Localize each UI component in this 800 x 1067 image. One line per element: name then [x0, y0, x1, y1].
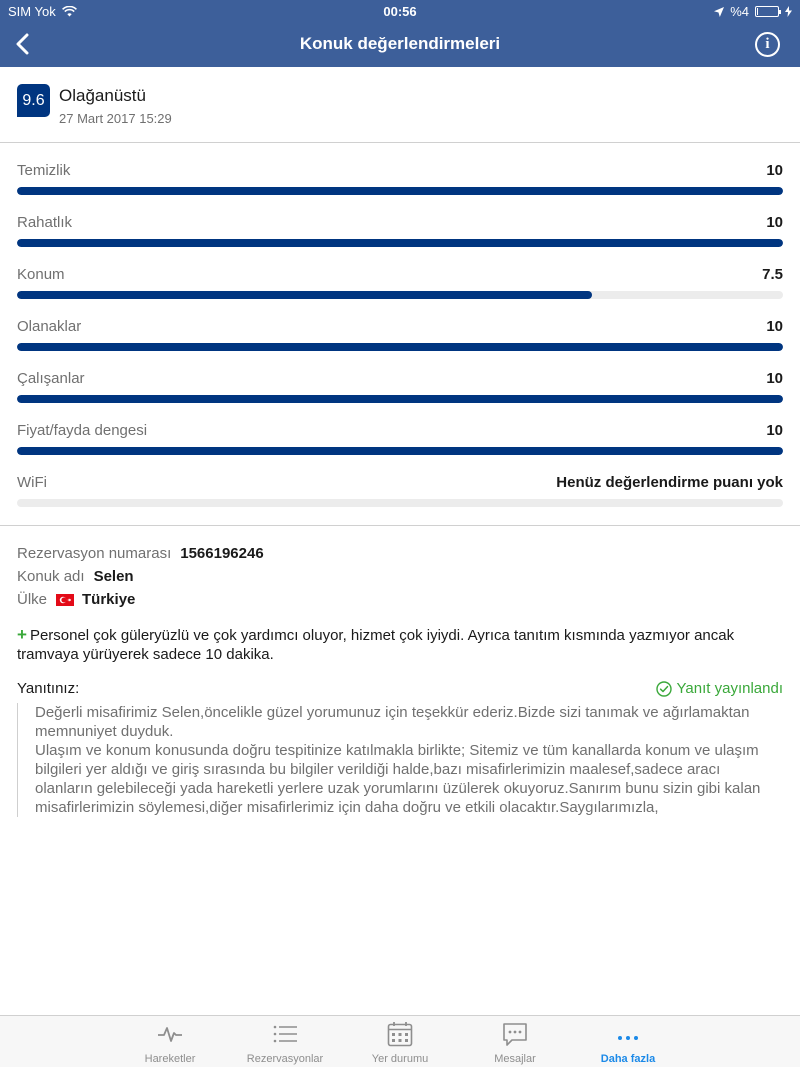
review-date: 27 Mart 2017 15:29 [59, 111, 172, 126]
guest-row [17, 565, 783, 588]
reservation-row [17, 542, 783, 565]
reply-label: Yanıtınız: [17, 680, 80, 697]
category-bar-fill [17, 291, 592, 299]
carrier-label: SIM Yok [8, 4, 56, 19]
turkey-flag-icon [56, 594, 74, 606]
category-value: 10 [766, 162, 783, 179]
review-summary [0, 67, 800, 143]
category-bar-fill [17, 395, 783, 403]
tab-mesajlar[interactable] [460, 1016, 570, 1067]
positive-comment-text: Personel çok güleryüzlü ve çok yardımcı oluyor, hizmet çok iyiydi. Ayrıca tanıtım kısmında yazmıyor ancak tramvaya yürüyerek sadece 10 dakika. [17, 627, 735, 663]
category-bar-fill [17, 447, 783, 455]
category-bar-fill [17, 343, 783, 351]
score-badge: 9.6 [17, 84, 50, 117]
reply-status [656, 680, 783, 697]
reply-paragraph: Ulaşım ve konum konusunda doğru tespitinize katılmakla birlikte; Sitemiz ve tüm kanallarda konum ve ulaşım bilgileri yer aldığı ve giriş sırasında bu bilgiler verildiği halde,bazı misafirlerimizin maalesef,sadece aracı olanların gelebileceği yada hareketli yerlere uzak yorumlarını üzülerek okuyoruz.Sanırım bunu sizin gibi kalan misafirlerimizin söylemesi,diğer misafirlerimiz için daha doğru ve etkili olacaktır.Saygılarımızla, [35, 742, 761, 816]
category-row [17, 299, 783, 351]
country-name: Türkiye [82, 591, 136, 608]
category-bar-track [17, 395, 783, 403]
reply-header [17, 680, 783, 700]
reservation-label: Rezervasyon numarası [17, 545, 172, 562]
message-icon [502, 1021, 528, 1047]
category-value: 10 [766, 422, 783, 439]
page-title: Konuk değerlendirmeleri [299, 34, 501, 53]
category-value: 10 [766, 318, 783, 335]
category-row [17, 247, 783, 299]
category-label: Temizlik [17, 162, 71, 179]
tab-label: Daha fazla [600, 1053, 656, 1065]
reply-paragraph: Değerli misafirimiz Selen,öncelikle güzel yorumunuz için teşekkür ederiz.Bizde sizi tanımak ve ağırlamaktan memnuniyet duyduk. [35, 704, 750, 740]
status-bar [0, 0, 800, 22]
check-circle-icon [656, 681, 672, 697]
status-right [714, 4, 792, 19]
booking-details [17, 542, 783, 611]
location-arrow-icon [714, 7, 724, 17]
guest-label: Konuk adı [17, 568, 85, 585]
category-row [17, 143, 783, 195]
reservation-number: 1566196246 [180, 545, 264, 562]
category-row [17, 403, 783, 455]
category-row [17, 455, 783, 507]
nav-bar [0, 22, 800, 67]
tab-label: Hareketler [144, 1053, 196, 1065]
category-label: WiFi [17, 474, 47, 491]
tab-label: Yer durumu [371, 1053, 429, 1065]
positive-comment [17, 625, 783, 664]
list-icon [272, 1021, 298, 1047]
tab-label: Mesajlar [494, 1053, 536, 1065]
battery-percent: %4 [730, 4, 749, 19]
tab-rezervasyonlar[interactable] [230, 1016, 340, 1067]
category-row [17, 195, 783, 247]
tab-bar [0, 1015, 800, 1067]
category-bar-track [17, 187, 783, 195]
category-label: Konum [17, 266, 65, 283]
status-time: 00:56 [383, 4, 417, 19]
category-label: Fiyat/fayda dengesi [17, 422, 148, 439]
category-bar-track [17, 291, 783, 299]
reply-text [17, 703, 783, 817]
reply-status-text: Yanıt yayınlandı [676, 680, 783, 697]
calendar-icon [387, 1021, 413, 1047]
category-bar-track [17, 499, 783, 507]
category-value: 10 [766, 214, 783, 231]
category-bar-track [17, 447, 783, 455]
more-icon [615, 1021, 641, 1047]
category-bar-track [17, 239, 783, 247]
battery-icon [755, 6, 779, 17]
activity-icon [157, 1021, 183, 1047]
category-row [17, 351, 783, 403]
category-label: Olanaklar [17, 318, 82, 335]
category-label: Rahatlık [17, 214, 73, 231]
app-header [0, 0, 800, 67]
score-word: Olağanüstü [59, 86, 146, 105]
category-label: Çalışanlar [17, 370, 85, 387]
tab-hareketler[interactable] [115, 1016, 225, 1067]
charging-icon [785, 6, 792, 17]
category-bar-track [17, 343, 783, 351]
category-ratings [0, 143, 800, 526]
category-bar-fill [17, 239, 783, 247]
category-value: Henüz değerlendirme puanı yok [556, 474, 783, 491]
info-button[interactable] [755, 32, 780, 57]
category-bar-fill [17, 187, 783, 195]
category-value: 7.5 [762, 266, 783, 283]
guest-name: Selen [93, 568, 134, 585]
tab-yer-durumu[interactable] [345, 1016, 455, 1067]
category-value: 10 [766, 370, 783, 387]
info-icon: i [765, 36, 770, 52]
plus-icon: + [17, 625, 27, 644]
country-label: Ülke [17, 591, 48, 608]
country-row [17, 588, 783, 611]
tab-daha-fazla[interactable] [573, 1016, 683, 1067]
tab-label: Rezervasyonlar [246, 1053, 324, 1065]
